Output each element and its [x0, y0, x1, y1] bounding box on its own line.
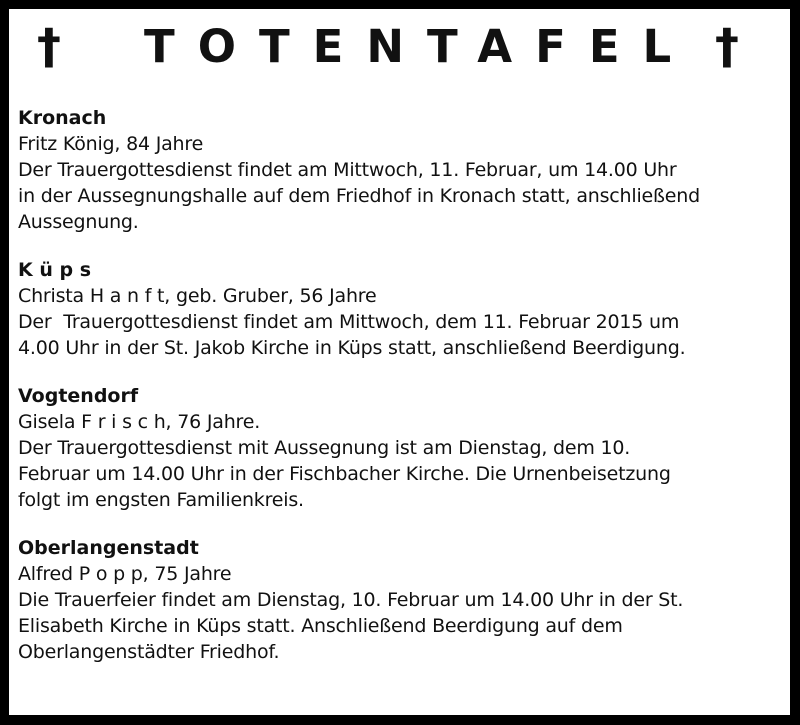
obituary-panel	[9, 9, 790, 715]
deceased-name: Alfred P o p p, 75 Jahre	[18, 563, 232, 585]
obituary-entry	[18, 257, 783, 361]
service-text: in der Aussegnungshalle auf dem Friedhof in Kronach statt, anschließend	[18, 185, 700, 207]
service-text: Die Trauerfeier findet am Dienstag, 10. Februar um 14.00 Uhr in der St.	[18, 589, 684, 611]
service-text: 4.00 Uhr in der St. Jakob Kirche in Küps statt, anschließend Beerdigung.	[18, 337, 686, 359]
obituary-entry	[18, 535, 783, 665]
cross-icon: †	[37, 19, 61, 75]
service-text: Elisabeth Kirche in Küps statt. Anschließend Beerdigung auf dem	[18, 615, 623, 637]
obituary-entry	[18, 383, 783, 513]
service-text: Der Trauergottesdienst findet am Mittwoch, 11. Februar, um 14.00 Uhr	[18, 159, 677, 181]
obituary-list	[18, 105, 783, 687]
deceased-name: Gisela F r i s c h, 76 Jahre.	[18, 411, 261, 433]
page-title: TOTENTAFEL	[144, 20, 695, 73]
service-text: folgt im engsten Familienkreis.	[18, 489, 304, 511]
service-text: Aussegnung.	[18, 211, 139, 233]
service-text: Februar um 14.00 Uhr in der Fischbacher Kirche. Die Urnenbeisetzung	[18, 463, 671, 485]
place-heading: Kronach	[18, 107, 107, 129]
place-heading: K ü p s	[18, 259, 92, 281]
service-text: Oberlangenstädter Friedhof.	[18, 641, 280, 663]
place-heading: Oberlangenstadt	[18, 537, 199, 559]
header	[9, 17, 790, 77]
obituary-entry	[18, 105, 783, 235]
deceased-name: Christa H a n f t, geb. Gruber, 56 Jahre	[18, 285, 377, 307]
service-text: Der Trauergottesdienst findet am Mittwoch, dem 11. Februar 2015 um	[18, 311, 680, 333]
service-text: Der Trauergottesdienst mit Aussegnung ist am Dienstag, dem 10.	[18, 437, 631, 459]
place-heading: Vogtendorf	[18, 385, 139, 407]
deceased-name: Fritz König, 84 Jahre	[18, 133, 204, 155]
cross-icon: †	[715, 19, 739, 75]
